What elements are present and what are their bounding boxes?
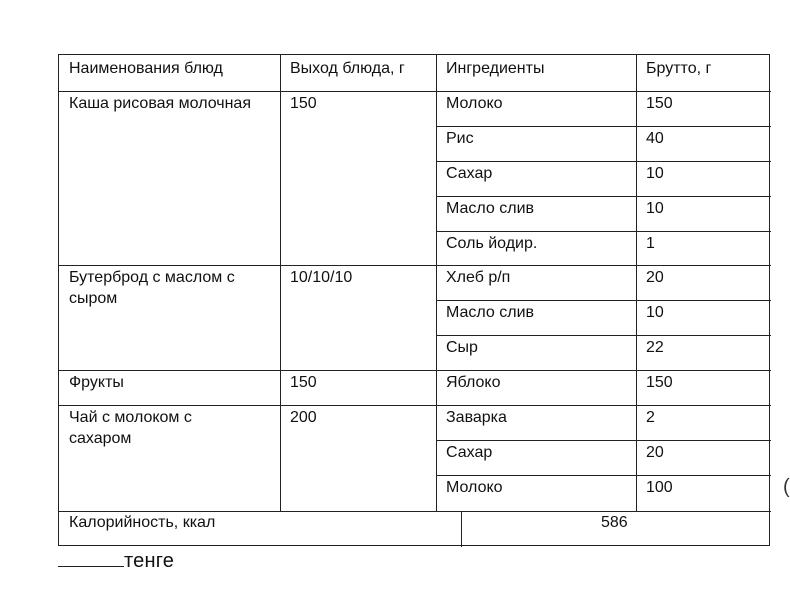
ing-line (436, 440, 771, 441)
ingredient-gross: 2 (646, 409, 655, 426)
dish-yield: 150 (290, 95, 317, 112)
header-gross: Брутто, г (646, 60, 712, 77)
ingredient-name: Молоко (446, 479, 503, 496)
ingredient-name: Масло слив (446, 200, 535, 217)
dish-name: Каша рисовая молочная (69, 95, 251, 112)
price-unit: тенге (124, 550, 175, 572)
header-ingredients: Ингредиенты (446, 60, 545, 77)
ing-line (436, 126, 771, 127)
col-divider-3 (636, 55, 637, 511)
row-line-dish1-end (59, 265, 771, 266)
ingredient-name: Молоко (446, 95, 503, 112)
row-line-header (59, 91, 771, 92)
ingredient-gross: 150 (646, 374, 673, 391)
header-yield: Выход блюда, г (290, 60, 405, 77)
ingredient-gross: 150 (646, 95, 673, 112)
row-line-dish3-end (59, 405, 771, 406)
dish-name-line1: Чай с молоком с (69, 409, 192, 426)
ing-line (436, 161, 771, 162)
ingredient-gross: 10 (646, 304, 664, 321)
edge-char: ( (783, 476, 790, 498)
dish-name-line2: сахаром (69, 430, 132, 447)
dish-yield: 10/10/10 (290, 269, 353, 286)
dish-yield: 200 (290, 409, 317, 426)
ingredient-gross: 1 (646, 235, 655, 252)
ing-line (436, 335, 771, 336)
ingredient-name: Сахар (446, 165, 493, 182)
dish-name-line1: Бутерброд с маслом с (69, 269, 235, 286)
footer-divider (461, 511, 462, 547)
dish-name-line2: сыром (69, 290, 118, 307)
ing-line (436, 196, 771, 197)
calories-label: Калорийность, ккал (69, 514, 216, 531)
ingredient-gross: 22 (646, 339, 664, 356)
ingredient-gross: 100 (646, 479, 673, 496)
dish-name: Фрукты (69, 374, 124, 391)
ing-line (436, 475, 771, 476)
dish-yield: 150 (290, 374, 317, 391)
price-line (58, 548, 174, 573)
ingredient-gross: 10 (646, 165, 664, 182)
ingredient-name: Хлеб р/п (446, 269, 511, 286)
ingredient-name: Сыр (446, 339, 478, 356)
col-divider-2 (436, 55, 437, 511)
price-blank (58, 548, 124, 567)
ingredient-name: Рис (446, 130, 474, 147)
row-line-dish2-end (59, 370, 771, 371)
ingredient-name: Масло слив (446, 304, 535, 321)
calories-value: 586 (601, 514, 628, 531)
ingredient-name: Сахар (446, 444, 493, 461)
col-divider-1 (280, 55, 281, 511)
ingredient-gross: 40 (646, 130, 664, 147)
menu-table (58, 54, 770, 546)
ing-line (436, 231, 771, 232)
ing-line (436, 300, 771, 301)
ingredient-name: Заварка (446, 409, 507, 426)
ingredient-gross: 20 (646, 269, 664, 286)
header-dish: Наименования блюд (69, 60, 223, 77)
ingredient-name: Яблоко (446, 374, 501, 391)
ingredient-gross: 20 (646, 444, 664, 461)
ingredient-name: Соль йодир. (446, 235, 538, 252)
ingredient-gross: 10 (646, 200, 664, 217)
